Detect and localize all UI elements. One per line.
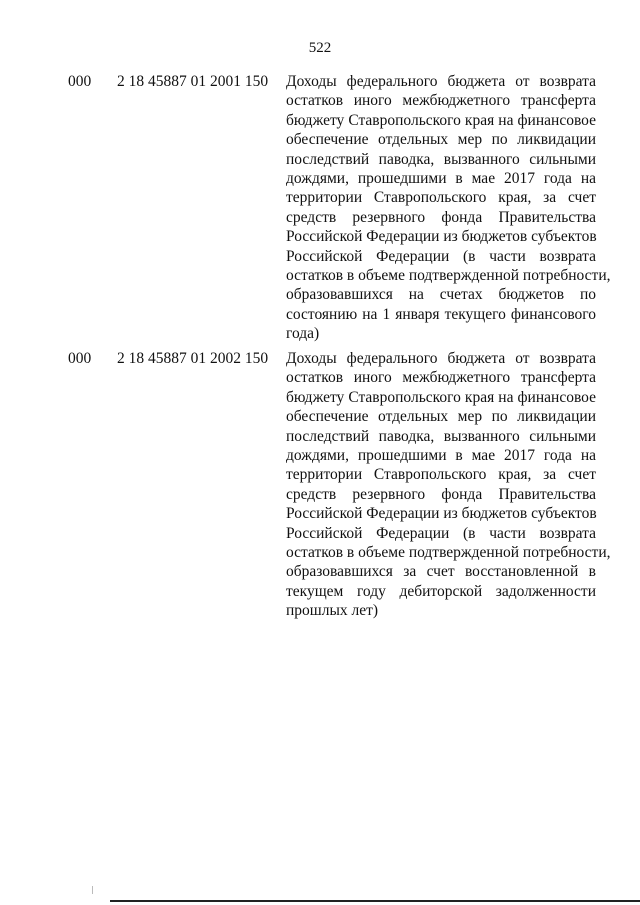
description-line: дождями, прошедшими в мае 2017 года на	[286, 169, 596, 187]
bottom-scan-edge	[110, 900, 640, 902]
scan-artifact-mark	[92, 886, 93, 894]
description-line: территории Ставропольского края, за счет	[286, 466, 596, 484]
admin-code: 000	[68, 350, 92, 367]
description-line: остатков в объеме подтвержденной потребности,	[286, 266, 611, 284]
description-line: бюджету Ставропольского края на финансовое	[286, 111, 596, 129]
description-line: остатков иного межбюджетного трансферта	[286, 92, 596, 110]
description-line: средств резервного фонда Правительства	[286, 485, 596, 503]
description-line: последствий паводка, вызванного сильными	[286, 427, 596, 445]
income-code: 2 18 45887 01 2001 150	[117, 73, 269, 90]
description-line: Российской Федерации из бюджетов субъектов	[286, 228, 597, 246]
description-line: Доходы федерального бюджета от возврата	[286, 350, 596, 367]
admin-code: 000	[68, 73, 92, 90]
description-line: образовавшихся на счетах бюджетов по	[286, 286, 596, 304]
description-line: средств резервного фонда Правительства	[286, 208, 596, 226]
description-line: текущем году дебиторской задолженности	[286, 582, 596, 600]
description-line: Российской Федерации (в части возврата	[286, 524, 596, 542]
description-line: остатков в объеме подтвержденной потребности,	[286, 543, 611, 561]
description-line: Доходы федерального бюджета от возврата	[286, 73, 596, 90]
description-line: прошлых лет)	[286, 602, 379, 620]
description-line: территории Ставропольского края, за счет	[286, 189, 596, 207]
description-line: состоянию на 1 января текущего финансового	[286, 305, 596, 323]
income-code: 2 18 45887 01 2002 150	[117, 350, 269, 367]
description-line: образовавшихся за счет восстановленной в	[286, 563, 596, 581]
description-line: последствий паводка, вызванного сильными	[286, 150, 596, 168]
description-line: Российской Федерации из бюджетов субъектов	[286, 505, 597, 523]
description-line: Российской Федерации (в части возврата	[286, 247, 596, 265]
description-line: остатков иного межбюджетного трансферта	[286, 369, 596, 387]
income-description	[286, 72, 611, 343]
description-line: обеспечение отдельных мер по ликвидации	[286, 131, 596, 149]
page-number: 522	[308, 40, 332, 56]
income-description	[286, 349, 611, 620]
description-line: обеспечение отдельных мер по ликвидации	[286, 408, 596, 426]
description-line: бюджету Ставропольского края на финансовое	[286, 388, 596, 406]
description-line: дождями, прошедшими в мае 2017 года на	[286, 446, 596, 464]
description-line: года)	[286, 325, 320, 343]
